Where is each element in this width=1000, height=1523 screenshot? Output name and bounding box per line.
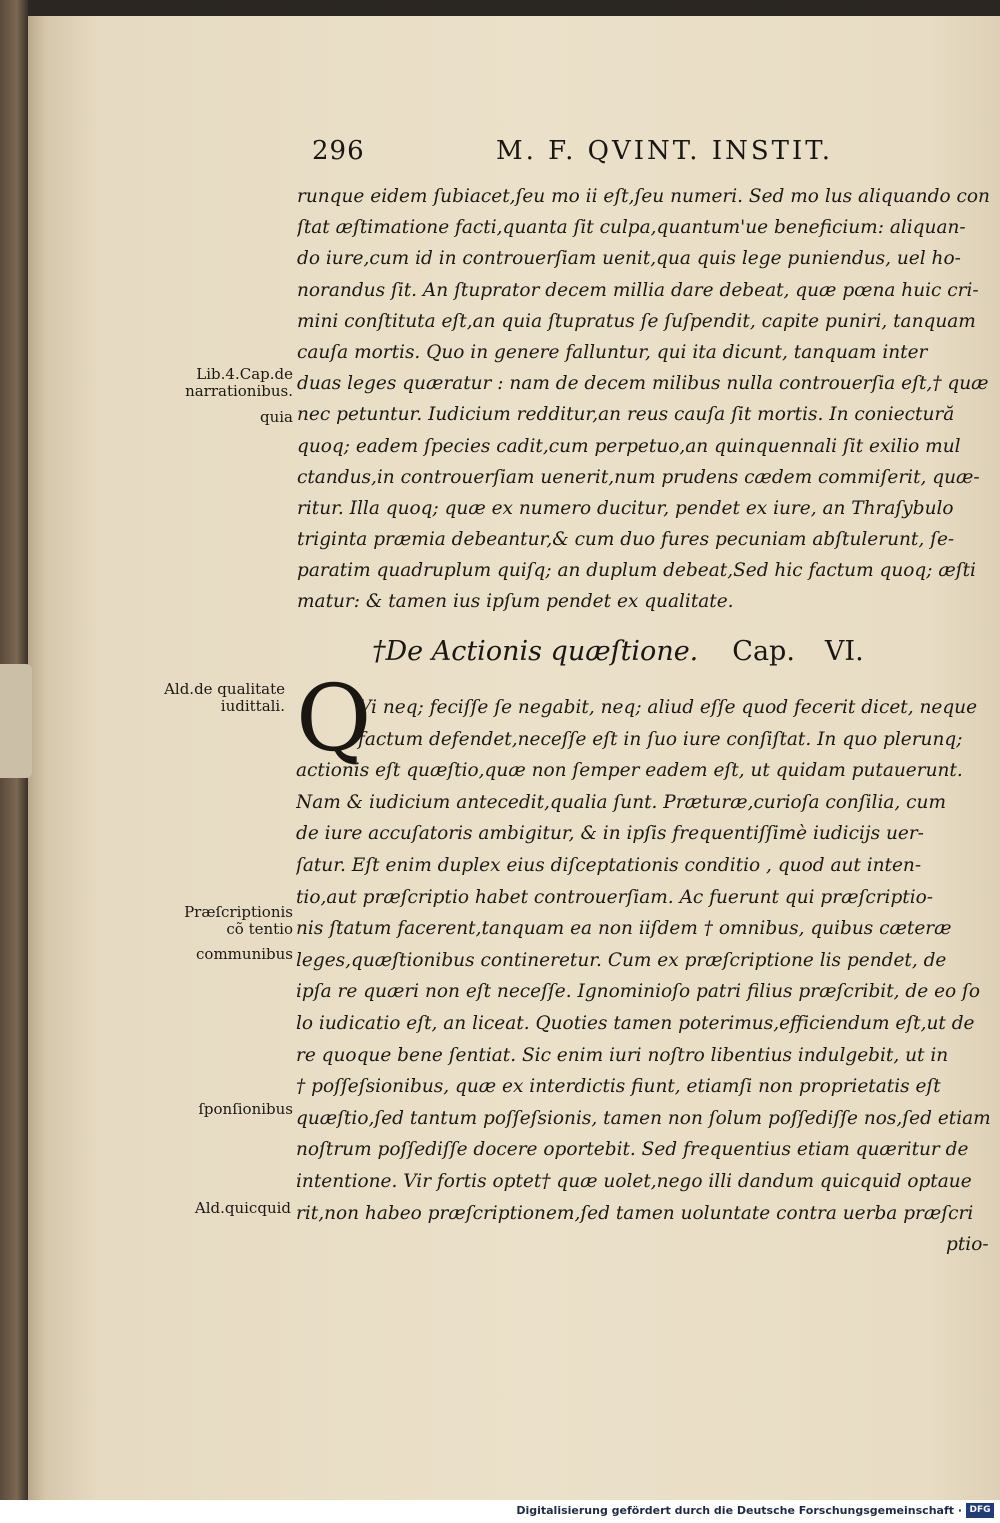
- text-line: de iure accuſatoris ambigitur, & in ipſis frequentiſſimè iudicijs uer-: [296, 823, 924, 845]
- text-line: mini conſtituta eſt,an quia ſtupratus ſe ſuſpendit, capite puniri, tanquam: [297, 310, 976, 332]
- margin-note-communibus: communibus: [196, 945, 293, 963]
- text-line: ipſa re quæri non eſt neceſſe. Ignominioſo patri filius præſcribit, de eo ſo: [296, 981, 981, 1003]
- text-line: triginta præmia debeantur,& cum duo fures pecuniam abſtulerunt, ſe-: [297, 529, 955, 551]
- page-tab-marker: [0, 664, 32, 778]
- chapter-cap: Cap.: [732, 636, 795, 667]
- text-line: rit,non habeo præſcriptionem,ſed tamen uoluntate contra uerba præſcri: [296, 1202, 974, 1224]
- margin-note-lib: Lib.4.Cap.de narrationibus.: [185, 365, 293, 400]
- text-line: quæſtio,ſed tantum poſſeſsionis, tamen non ſolum poſſediſſe nos,ſed etiam: [296, 1107, 991, 1129]
- text-line: † poſſeſsionibus, quæ ex interdictis fiunt, etiamſi non proprietatis eſt: [296, 1076, 941, 1098]
- page-number: 296: [312, 136, 365, 166]
- text-block-1: [297, 181, 992, 618]
- text-line: intentione. Vir fortis optet† quæ uolet,nego illi dandum quicquid optaue: [296, 1170, 972, 1192]
- margin-note-sponsionibus: ſponſionibus: [198, 1100, 293, 1118]
- text-line: noſtrum poſſediſſe docere oportebit. Sed frequentius etiam quæritur de: [296, 1139, 969, 1161]
- text-line: runque eidem ſubiacet,ſeu mo ii eſt,ſeu numeri. Sed mo lus aliquando con: [297, 186, 990, 207]
- text-line: nec petuntur. Iudicium redditur,an reus cauſa ſit mortis. In coniectură: [297, 404, 955, 426]
- text-line: Vi neq; feciſſe ſe negabit, neq; aliud eſſe quod fecerit dicet, neque: [358, 697, 978, 718]
- text-block-2: [296, 692, 996, 1261]
- text-line: quoq; eadem ſpecies cadit,cum perpetuo,an quinquennali ſit exilio mul: [297, 435, 961, 457]
- chapter-heading: [372, 636, 952, 667]
- drop-cap: Q: [296, 665, 372, 772]
- text-line: cauſa mortis. Quo in genere falluntur, qui ita dicunt, tanquam inter: [297, 341, 928, 363]
- text-line: duas leges quæratur : nam de decem milibus nulla controuerſia eſt,† quæ: [297, 373, 989, 395]
- margin-note-quia: quia: [259, 408, 293, 426]
- footer-bar: [0, 1500, 1000, 1523]
- running-title: M. F. QVINT. INSTIT.: [496, 136, 834, 166]
- text-line: nis ſtatum facerent,tanquam ea non iiſdem † omnibus, quibus cæteræ: [296, 918, 952, 940]
- text-line: ſatur. Eſt enim duplex eius diſceptationis conditio , quod aut inten-: [296, 854, 922, 876]
- text-line: factum defendet,neceſſe eſt in ſuo iure conſiſtat. In quo plerunq;: [358, 728, 963, 750]
- text-line: ctandus,in controuerſiam uenerit,num prudens cædem commiſerit, quæ-: [297, 466, 980, 488]
- margin-note-praescriptionis: Præſcriptionis cõ tentio: [184, 903, 293, 938]
- text-line: paratim quadruplum quiſq; an duplum debeat,Sed hic factum quoq; æſti: [297, 560, 976, 582]
- text-line: matur: & tamen ius ipſum pendet ex qualitate.: [297, 591, 734, 613]
- text-line: tio,aut præſcriptio habet controuerſiam. Ac fuerunt qui præſcriptio-: [296, 886, 934, 908]
- margin-note-ald-qualitate: Ald.de qualitate iudittali.: [164, 680, 285, 715]
- text-line: Nam & iudicium antecedit,qualia ſunt. Præturæ,curioſa conſilia, cum: [296, 791, 947, 813]
- text-line: ſtat æſtimatione facti,quanta ſit culpa,quantum'ue beneficium: aliquan-: [297, 217, 966, 239]
- text-line: do iure,cum id in controuerſiam uenit,qua quis lege puniendus, uel ho-: [297, 248, 961, 270]
- footer-credit: Digitalisierung gefördert durch die Deutsche Forschungsgemeinschaft ·: [516, 1504, 962, 1517]
- text-line: re quoque bene ſentiat. Sic enim iuri noſtro libentius indulgebit, ut in: [296, 1044, 949, 1066]
- text-line: leges,quæſtionibus contineretur. Cum ex præſcriptione lis pendet, de: [296, 949, 947, 971]
- text-line: actionis eſt quæſtio,quæ non ſemper eadem eſt, ut quidam putauerunt.: [296, 760, 963, 782]
- text-line: ritur. Illa quoq; quæ ex numero ducitur, pendet ex iure, an Thraſybulo: [297, 497, 954, 519]
- margin-note-ald-quicquid: Ald.quicquid: [194, 1199, 291, 1217]
- dfg-logo-icon: DFG: [966, 1503, 994, 1518]
- text-line: lo iudicatio eſt, an liceat. Quoties tamen poterimus,efficiendum eſt,ut de: [296, 1012, 975, 1034]
- text-line: norandus ſit. An ſtuprator decem millia dare debeat, quæ pœna huic cri-: [297, 279, 979, 301]
- chapter-number: VI.: [824, 636, 864, 667]
- chapter-title: †De Actionis quæſtione.: [372, 636, 699, 667]
- text-line: ptio-: [946, 1234, 989, 1256]
